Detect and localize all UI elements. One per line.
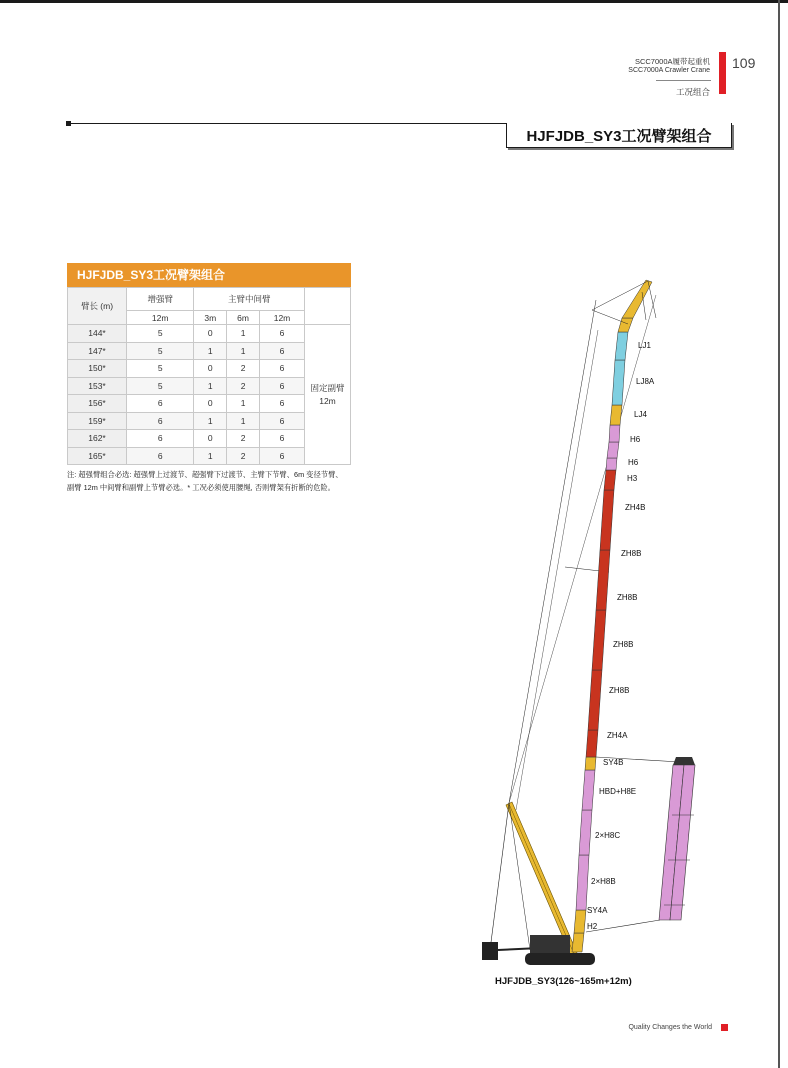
crane-boom-diagram bbox=[470, 270, 730, 975]
cell-6m: 2 bbox=[227, 430, 260, 448]
cell-6m: 1 bbox=[227, 395, 260, 413]
boom-section-label: ZH4B bbox=[625, 503, 646, 512]
boom-section-label: ZH8B bbox=[613, 640, 634, 649]
boom-seg-H2 bbox=[572, 933, 584, 952]
header-product-en: SCC7000A Crawler Crane bbox=[628, 67, 710, 74]
boom-section-label: H2 bbox=[587, 922, 598, 931]
boom-section-label: 2×H8B bbox=[591, 877, 616, 886]
col-fixed-jib-head bbox=[305, 288, 351, 325]
cell-fixed-jib bbox=[305, 325, 351, 465]
cell-length: 147* bbox=[68, 342, 127, 360]
boom-seg-ZH4B bbox=[604, 470, 616, 490]
cell-insert: 6 bbox=[127, 447, 194, 465]
boom-seg-SY4B bbox=[585, 757, 596, 770]
cell-length: 153* bbox=[68, 377, 127, 395]
boom-seg-H6-2 bbox=[609, 425, 620, 442]
cell-12m: 6 bbox=[259, 412, 304, 430]
cell-insert: 6 bbox=[127, 395, 194, 413]
cell-length: 165* bbox=[68, 447, 127, 465]
boom-seg-SY4A bbox=[574, 910, 586, 933]
cell-insert: 5 bbox=[127, 342, 194, 360]
boom-seg-H3 bbox=[606, 458, 617, 470]
header-product-cn: SCC7000A履带起重机 bbox=[634, 57, 710, 66]
header-red-tab bbox=[719, 52, 726, 94]
cell-length: 156* bbox=[68, 395, 127, 413]
cell-insert: 5 bbox=[127, 377, 194, 395]
boom-combination-table bbox=[67, 263, 351, 465]
boom-seg-ZH8B-3 bbox=[596, 550, 610, 610]
sub-6m: 6m bbox=[227, 311, 260, 325]
cell-insert: 6 bbox=[127, 430, 194, 448]
cell-6m: 2 bbox=[227, 377, 260, 395]
boom-seg-H6-1 bbox=[607, 442, 619, 458]
cell-12m: 6 bbox=[259, 342, 304, 360]
cell-3m: 1 bbox=[194, 447, 227, 465]
cell-3m: 1 bbox=[194, 342, 227, 360]
fixed-jib bbox=[622, 280, 652, 318]
superlift-cap bbox=[673, 757, 695, 765]
page-top-border bbox=[0, 0, 788, 3]
boom-section-label: SY4A bbox=[587, 906, 608, 915]
boom-seg-LJ1 bbox=[615, 332, 628, 360]
cell-12m: 6 bbox=[259, 447, 304, 465]
footer-red-square bbox=[721, 1024, 728, 1031]
table-note bbox=[67, 468, 367, 494]
boom-section-label: LJ1 bbox=[638, 341, 651, 350]
cell-3m: 0 bbox=[194, 430, 227, 448]
table-grid bbox=[67, 287, 351, 465]
cell-6m: 1 bbox=[227, 342, 260, 360]
cell-length: 159* bbox=[68, 412, 127, 430]
boom-section-label: ZH8B bbox=[617, 593, 638, 602]
header-section: 工况组合 bbox=[675, 87, 710, 97]
boom-seg-2xH8C bbox=[579, 810, 592, 855]
sub-12m: 12m bbox=[259, 311, 304, 325]
cell-3m: 0 bbox=[194, 395, 227, 413]
boom-section-label: H6 bbox=[630, 435, 641, 444]
boom-seg-LJ4 bbox=[610, 405, 622, 425]
cell-length: 150* bbox=[68, 360, 127, 378]
cell-3m: 1 bbox=[194, 412, 227, 430]
cell-3m: 0 bbox=[194, 325, 227, 343]
boom-seg-ZH4A bbox=[586, 730, 598, 757]
fixed-jib-label: 固定副臂 bbox=[310, 382, 345, 393]
cell-12m: 6 bbox=[259, 377, 304, 395]
boom-section-label: ZH8B bbox=[621, 549, 642, 558]
boom-section-label: ZH8B bbox=[609, 686, 630, 695]
boom-seg-HBD-H8E bbox=[582, 770, 595, 810]
counterweight-tray bbox=[482, 942, 498, 960]
mast-pendant bbox=[490, 803, 509, 950]
boom-tip bbox=[618, 318, 633, 332]
cell-3m: 1 bbox=[194, 377, 227, 395]
cell-12m: 6 bbox=[259, 430, 304, 448]
cell-6m: 1 bbox=[227, 412, 260, 430]
page-number: 109 bbox=[732, 55, 756, 71]
boom-section-label: HBD+H8E bbox=[599, 787, 637, 796]
col-boom-length: 臂长 (m) bbox=[68, 288, 127, 325]
col-main-intermediate: 主臂中间臂 bbox=[194, 288, 305, 311]
boom-pendant-lower bbox=[516, 330, 598, 810]
diagram-caption: HJFJDB_SY3(126~165m+12m) bbox=[495, 976, 632, 987]
col-insert: 增强臂 bbox=[127, 288, 194, 311]
cell-12m: 6 bbox=[259, 325, 304, 343]
boom-seg-ZH8B-2 bbox=[592, 610, 606, 670]
note-line-2: 副臂 12m 中间臂和副臂上节臂必选。* 工况必须使用腰绳, 否则臂架有折断的危险。 bbox=[67, 483, 335, 492]
boom-section-label: LJ4 bbox=[634, 410, 647, 419]
sub-insert-12m: 12m bbox=[127, 311, 194, 325]
table-title: HJFJDB_SY3工况臂架组合 bbox=[67, 263, 351, 287]
page-title: HJFJDB_SY3工况臂架组合 bbox=[506, 123, 732, 148]
footer-tagline: Quality Changes the World bbox=[628, 1024, 712, 1031]
cell-length: 162* bbox=[68, 430, 127, 448]
table-row bbox=[68, 325, 351, 343]
cell-length: 144* bbox=[68, 325, 127, 343]
boom-section-label: 2×H8C bbox=[595, 831, 621, 840]
boom-seg-ZH8B-1 bbox=[588, 670, 602, 730]
cell-3m: 0 bbox=[194, 360, 227, 378]
boom-section-label: SY4B bbox=[603, 758, 624, 767]
note-line-1: 注: 超强臂组合必选: 超强臂上过渡节、超强臂下过渡节、主臂下节臂、6m 变径节臂、 bbox=[67, 470, 343, 479]
cell-insert: 6 bbox=[127, 412, 194, 430]
cell-insert: 5 bbox=[127, 325, 194, 343]
cell-12m: 6 bbox=[259, 395, 304, 413]
cell-6m: 2 bbox=[227, 447, 260, 465]
cell-insert: 5 bbox=[127, 360, 194, 378]
boom-section-label: H3 bbox=[627, 474, 638, 483]
boom-seg-2xH8B bbox=[576, 855, 589, 910]
back-mast-lacing bbox=[509, 804, 574, 954]
crawler-track bbox=[525, 953, 595, 965]
sub-3m: 3m bbox=[194, 311, 227, 325]
header-divider bbox=[656, 80, 711, 81]
boom-section-label: ZH4A bbox=[607, 731, 628, 740]
boom-seg-ZH8B-4 bbox=[600, 490, 614, 550]
boom-section-label: H6 bbox=[628, 458, 639, 467]
boom-pendant-upper bbox=[509, 300, 596, 803]
cell-12m: 6 bbox=[259, 360, 304, 378]
cell-6m: 2 bbox=[227, 360, 260, 378]
crane-house bbox=[530, 935, 570, 953]
boom-section-label: LJ8A bbox=[636, 377, 655, 386]
page-right-border bbox=[778, 0, 780, 1068]
fixed-jib-length: 12m bbox=[319, 395, 336, 406]
boom-seg-LJ8A bbox=[612, 360, 625, 405]
cell-6m: 1 bbox=[227, 325, 260, 343]
